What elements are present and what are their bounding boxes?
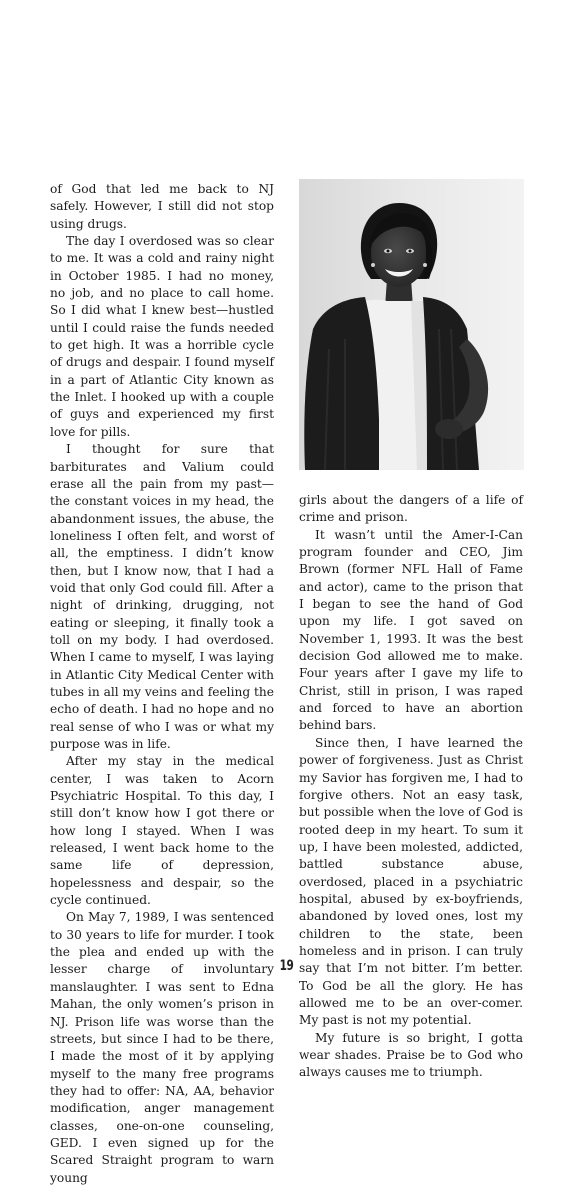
paragraph: My future is so bright, I gotta wear shades. Praise be to God who always causes me to triumph.: [299, 1030, 523, 1080]
left-text-column: [50, 181, 274, 1187]
paragraph: girls about the dangers of a life of crime and prison.: [299, 493, 523, 525]
paragraph: After my stay in the medical center, I was taken to Acorn Psychiatric Hospital. To this day, I still don’t know how I got there or how long I stayed. When I was released, I went back home to the same life of depression, hopelessness and despair, so the cycle continued.: [50, 754, 274, 908]
paragraph: of God that led me back to NJ safely. However, I still did not stop using drugs.: [50, 182, 274, 231]
portrait-photo: [299, 179, 524, 470]
portrait-image: [299, 179, 524, 470]
right-text-column: [299, 492, 523, 1082]
paragraph: The day I overdosed was so clear to me. It was a cold and rainy night in October 1985. I had no money, no job, and no place to call home. So I did what I knew best—hustled until I could raise the funds needed to get high. It was a horrible cycle of drugs and despair. I found myself in a part of Atlantic City known as the Inlet. I hooked up with a couple of guys and experienced my first love for pills.: [50, 234, 274, 439]
paragraph: It wasn’t until the Amer-I-Can program founder and CEO, Jim Brown (former NFL Hall of Fame and actor), came to the prison that I began to see the hand of God upon my life. I got saved on November 1, 1993. It was the best decision God allowed me to make. Four years after I gave my life to Christ, still in prison, I was raped and forced to have an abortion behind bars.: [299, 527, 523, 733]
page-number: 19: [279, 958, 294, 974]
paragraph: I thought for sure that barbiturates and Valium could erase all the pain from my past—the constant voices in my head, the abandonment issues, the abuse, the loneliness I often felt, and worst of all, the emptiness. I didn’t know then, but I know now, that I had a void that only God could fill. After a night of drinking, drugging, not eating or sleeping, it finally took a toll on my body. I had overdosed. When I came to myself, I was laying in Atlantic City Medical Center with tubes in all my veins and feeling the echo of death. I had no hope and no real sense of who I was or what my purpose was in life.: [50, 442, 274, 751]
paragraph: Since then, I have learned the power of forgiveness. Just as Christ my Savior has forgiven me, I had to forgive others. Not an easy task, but possible when the love of God is rooted deep in my heart. To sum it up, I have been molested, addicted, battled substance abuse, overdosed, placed in a psychiatric hospital, abused by ex-boyfriends, abandoned by loved ones, lost my children to the state, been homeless and in prison. I can truly say that I’m not bitter. I’m better. To God be all the glory. He has allowed me to be an over-comer. My past is not my potential.: [299, 735, 523, 1028]
paragraph: On May 7, 1989, I was sentenced to 30 years to life for murder. I took the plea and ended up with the lesser charge of involuntary manslaughter. I was sent to Edna Mahan, the only women’s prison in NJ. Prison life was worse than the streets, but since I had to be there, I made the most of it by applying myself to the many free programs they had to offer: NA, AA, behavior modification, anger management classes, one-on-one counseling, GED. I even signed up for the Scared Straight program to warn young: [50, 910, 274, 1185]
